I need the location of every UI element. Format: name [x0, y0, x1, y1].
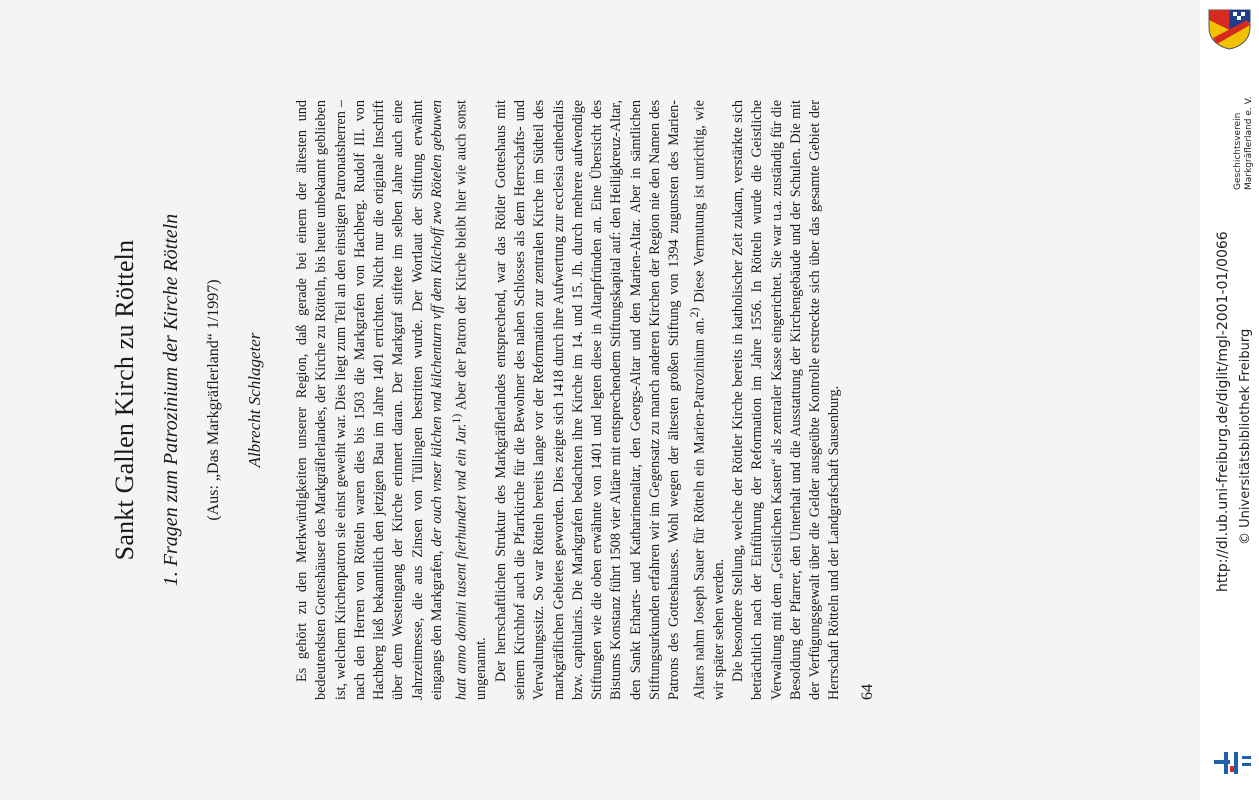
- paragraph-1-quote: der ouch vnser kilchen vnd kilchenturn vff dem Kilchoff zwo Rötelen gebuwen hatt anno domini tusent fierhundert vnd ein Jar.: [429, 99, 471, 700]
- article-author: Albrecht Schlageter: [245, 332, 264, 468]
- page-number: 64: [858, 684, 876, 700]
- paragraph-1-tail: Aber der Patron der Kirche bleibt hier wie auch sonst ungenannt.: [454, 100, 490, 700]
- paragraph-2: [492, 100, 729, 700]
- paragraph-2-tail: Diese Vermutung ist unrichtig, wie wir später sehen werden.: [691, 100, 727, 700]
- university-library-logo-icon: [1210, 748, 1255, 778]
- footnote-ref-2: 2): [686, 307, 701, 318]
- copyright-notice: © Universitätsbibliothek Freiburg: [1238, 328, 1253, 545]
- coat-of-arms-icon: [1207, 8, 1252, 50]
- document-url[interactable]: http://dl.ub.uni-freiburg.de/diglit/mgl-2001-01/0066: [1215, 231, 1231, 592]
- association-name: [1233, 97, 1255, 190]
- article-source: (Aus: „Das Markgräflerland“ 1/1997): [205, 279, 222, 521]
- paragraph-1: [293, 100, 492, 700]
- page-text-block: [110, 100, 877, 700]
- article-subtitle: 1. Fragen zum Patrozinium der Kirche Rötteln: [160, 213, 182, 587]
- association-line-2: Markgräflerland e. V.: [1244, 96, 1254, 190]
- paragraph-2-text: Der herrschaftlichen Struktur des Markgräflerlandes entsprechend, war das Rötler Gotteshaus mit seinem Kirchhof auch die Pfarrkirche für die Bewohner des nahen Schlosses als dem Herrschafts- und Verwaltungssitz. So war Rötteln bereits lange vor der Reformation zur zentralen Kirche im Südteil des markgräflichen Gebietes geworden. Dies zeigte sich 1418 durch ihre Aufwertung zur ecclesia cathedralis bzw. capitularis. Die Markgrafen bedachten ihre Kirche im 14. und 15. Jh. durch mehrere aufwendige Stiftungen wie die oben erwähnte von 1401 und legten diese in Altarpfründen an. Eine Übersicht des Bistums Konstanz führt 1508 vier Altäre mit entsprechendem Stiftungskapital auf: den Heiligkreuz-Altar, den Sankt Erharts- und Katharinenaltar, den Georgs-Altar und den Marien-Altar. Aber in sämtlichen Stiftungsurkunden erfahren wir im Gegensatz zu manch anderen Kirchen der Region nie den Namen des Patrons des Gotteshauses. Wohl wegen der ältesten großen Stiftung von 1394 zugunsten des Marien-Altars nahm Joseph Sauer für Rötteln ein Marien-Patrozinium an.: [492, 100, 708, 700]
- footnote-ref-1: 1): [449, 413, 464, 424]
- association-line-1: Geschichtsverein: [1233, 112, 1243, 190]
- paragraph-3: Die besondere Stellung, welche der Röttler Kirche bereits in katholischer Zeit zukam, verstärkte sich beträchtlich nach der Einführung der Reformation im Jahre 1556. In Rötteln wurde die Geistliche Verwaltung mit dem „Geistlichen Kasten“ als zentraler Kasse eingerichtet. Sie war u.a. zuständig für die Besoldung der Pfarrer, den Unterhalt und die Ausstattung der Kirchengebäude und der Schulen. Die mit der Verfügungsgewalt über die Gelder ausgeübte Kontrolle erstreckte sich über das gesamte Gebiet der Herrschaft Rötteln und der Landgrafschaft Sausenburg.: [730, 100, 843, 700]
- paragraph-1-text: Es gehört zu den Merkwürdigkeiten unserer Region, daß gerade bei einem der ältesten und bedeutendsten Gotteshäuser des Markgräflerlandes, der Kirche zu Rötteln, bis heute unbekannt geblieben ist, welchem Kirchenpatron sie einst geweiht war. Dies liegt zum Teil an den einstigen Patronatsherren – nach den Herren von Rötteln waren dies bis 1503 die Markgrafen von Hachberg. Rudolf III. von Hachberg ließ bekanntlich den jetzigen Bau im Jahre 1401 errichten. Nicht nur die originale Inschrift über dem Westeingang der Kirche erinnert daran. Der Markgraf stiftete im selben Jahre auch eine Jahrzeitmesse, die aus Zinsen von Tüllingen bestritten wurde. Der Wortlaut der Stiftung erwähnt eingangs den Markgrafen,: [294, 100, 446, 700]
- article-title: Sankt Gallen Kirch zu Rötteln: [110, 239, 139, 561]
